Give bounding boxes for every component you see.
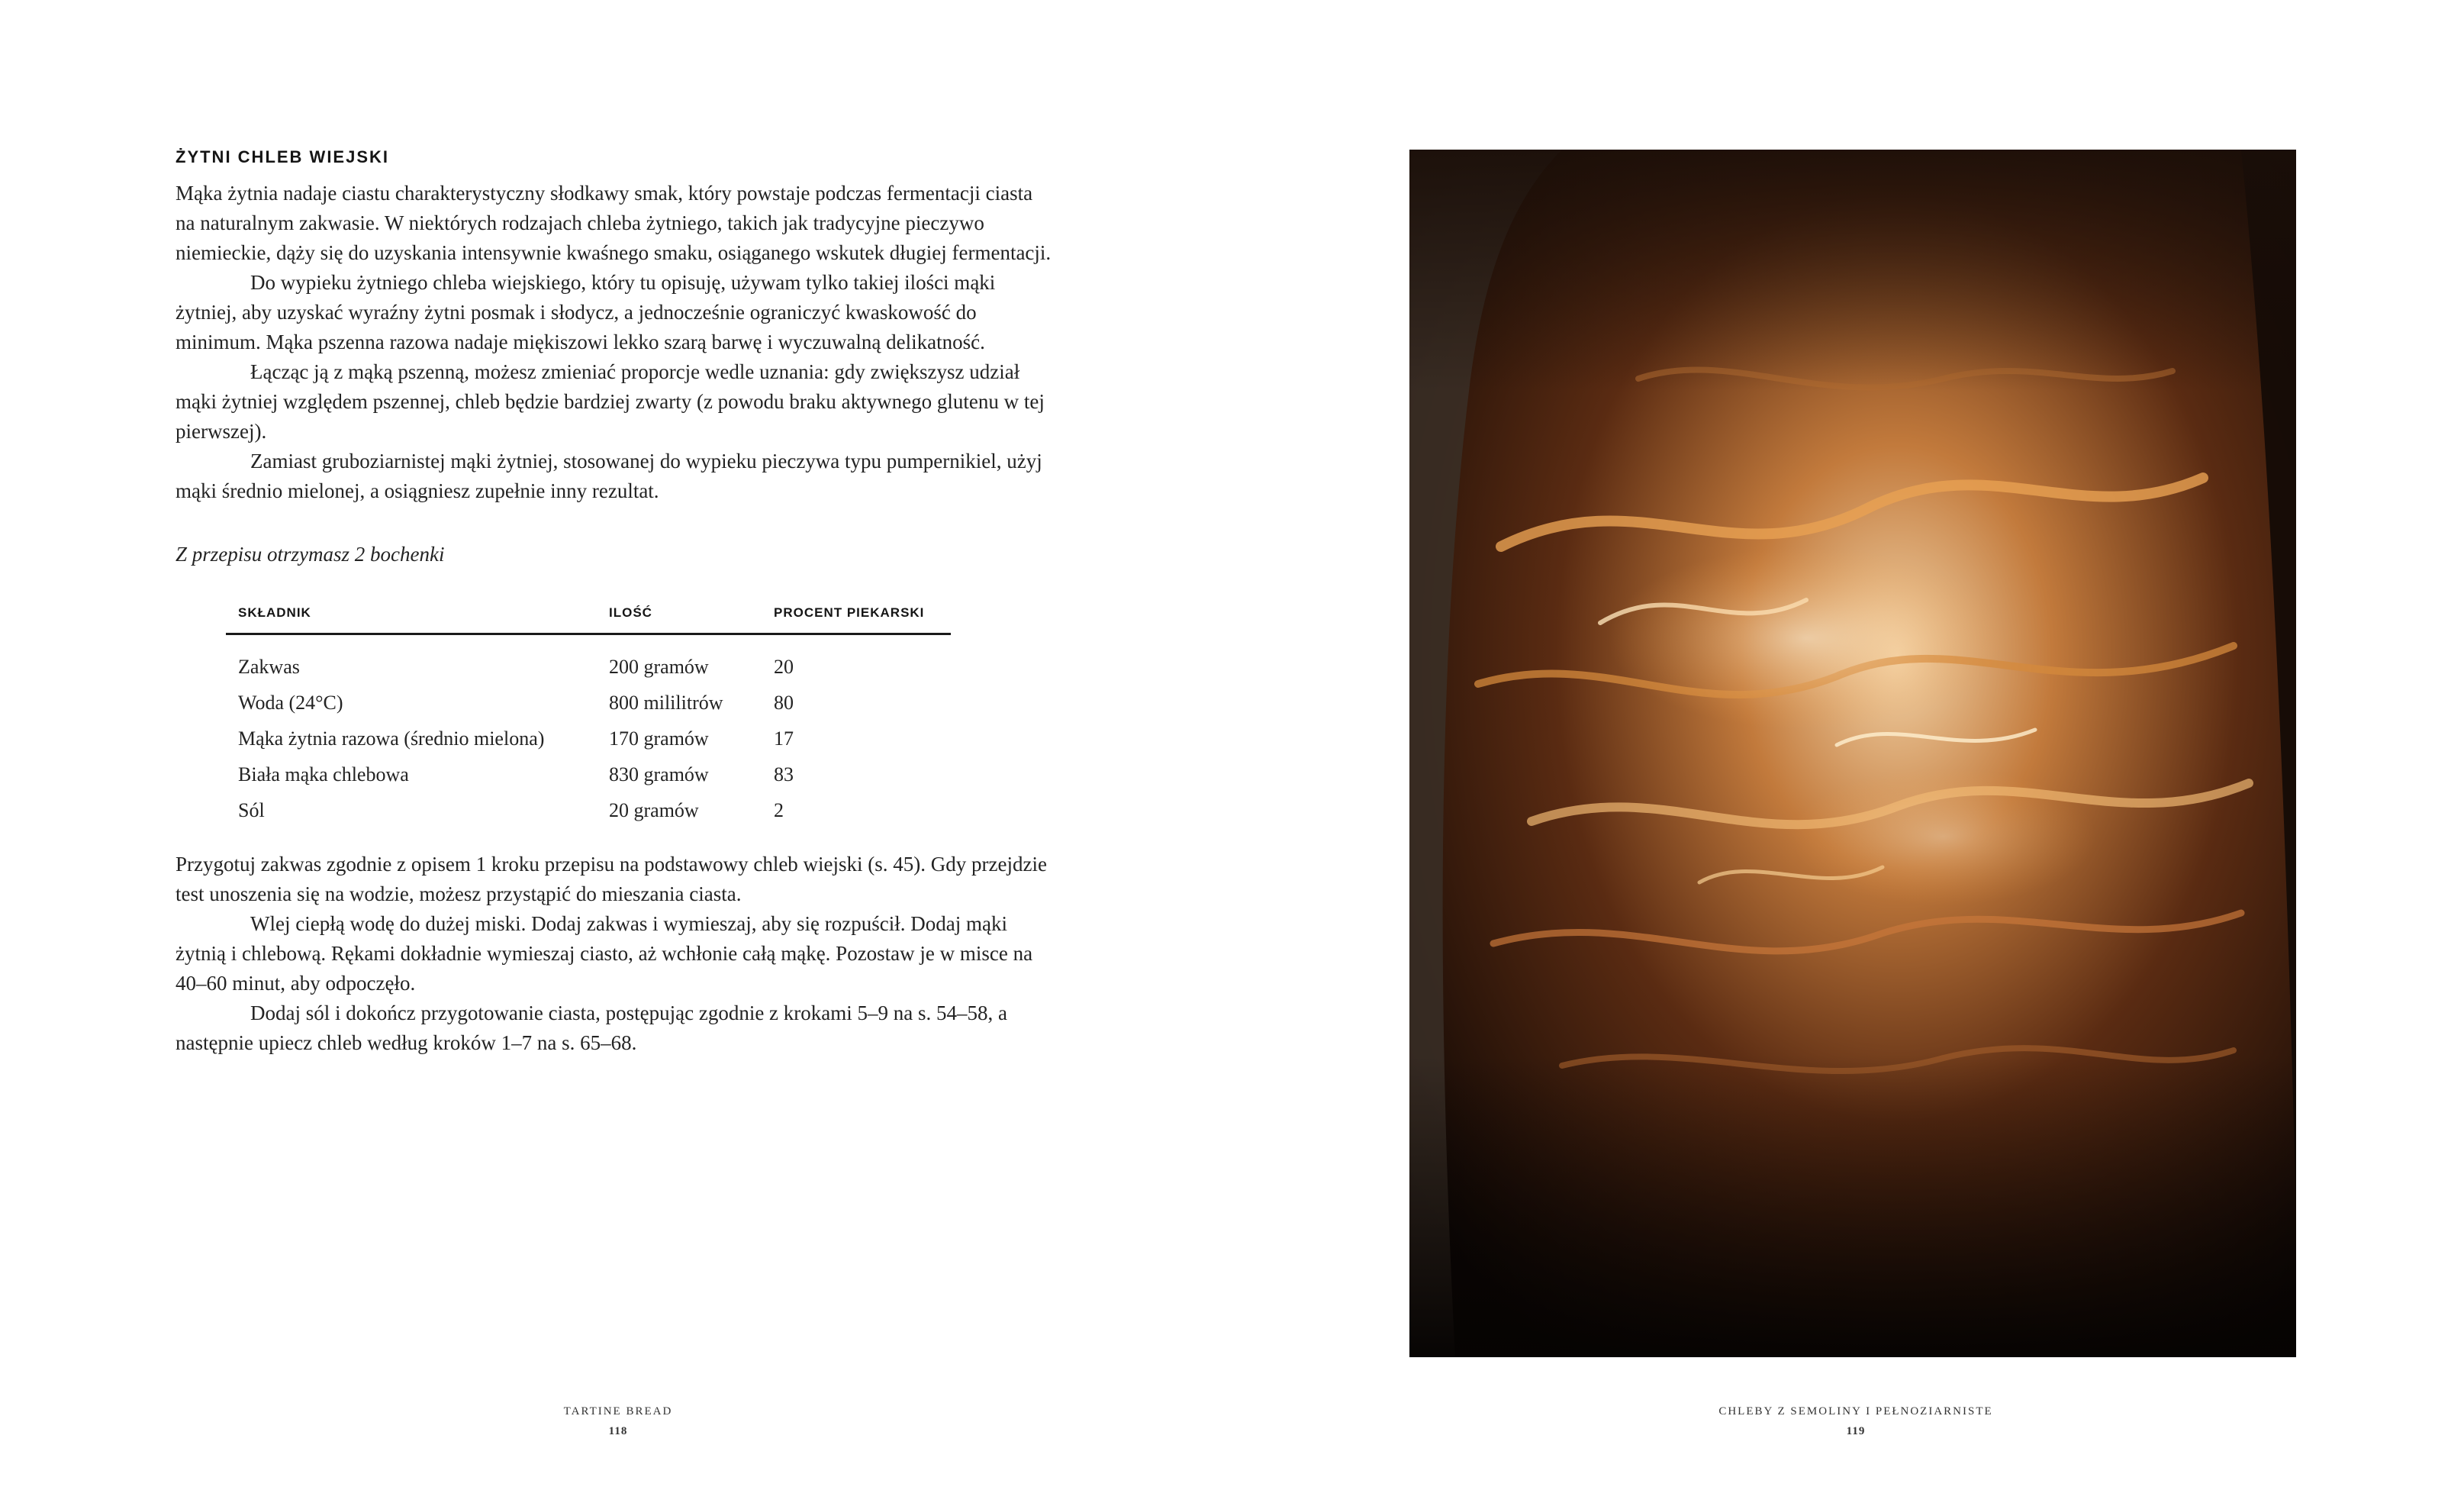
- page-number: 118: [608, 1425, 628, 1437]
- table-row: [226, 634, 951, 685]
- bread-crust-photo: [1409, 150, 2296, 1357]
- ingredient-name: Woda (24°C): [238, 691, 343, 714]
- ingredient-name: Sól: [238, 798, 265, 821]
- running-footer: CHLEBY Z SEMOLINY I PEŁNOZIARNISTE: [1718, 1405, 1993, 1418]
- ingredient-percent: 17: [774, 727, 794, 750]
- method-paragraph: Wlej ciepłą wodę do dużej miski. Dodaj zakwas i wymieszaj, aby się rozpuścił. Dodaj mąki żytnią i chlebową. Rękami dokładnie wymieszaj ciasto, aż wchłonie całą mąkę. Pozostaw je w misce na 40–60 minut, aby odpoczęło.: [176, 912, 1033, 995]
- column-header-baker-percent: PROCENT PIEKARSKI: [762, 598, 951, 634]
- method-paragraph: Dodaj sól i dokończ przygotowanie ciasta, postępując zgodnie z krokami 5–9 na s. 54–58, a następnie upiecz chleb według kroków 1–7 na s. 65–68.: [176, 1001, 1007, 1054]
- intro-paragraph: Łącząc ją z mąką pszenną, możesz zmieniać proporcje wedle uznania: gdy zwiększysz udział mąki żytniej względem pszennej, chleb będzie bardziej zwarty (z powodu braku aktywnego glutenu w tej pierwszej).: [176, 360, 1045, 443]
- ingredient-quantity: 800 mililitrów: [609, 691, 723, 714]
- recipe-title: ŻYTNI CHLEB WIEJSKI: [176, 147, 390, 166]
- column-header-ingredient: SKŁADNIK: [226, 598, 597, 634]
- bread-crust-illustration: [1409, 150, 2296, 1357]
- running-footer: TARTINE BREAD: [563, 1405, 673, 1418]
- ingredient-quantity: 830 gramów: [609, 763, 709, 785]
- ingredients-table: [226, 598, 951, 828]
- ingredient-quantity: 170 gramów: [609, 727, 709, 750]
- ingredient-quantity: 200 gramów: [609, 655, 709, 678]
- ingredient-percent: 80: [774, 691, 794, 714]
- table-row: [226, 792, 951, 828]
- ingredient-quantity: 20 gramów: [609, 798, 699, 821]
- intro-paragraph: Mąka żytnia nadaje ciastu charakterystyczny słodkawy smak, który powstaje podczas fermentacji ciasta na naturalnym zakwasie. W niektórych rodzajach chleba żytniego, takich jak tradycyjne pieczywo niemieckie, dąży się do uzyskania intensywnie kwaśnego smaku, osiąganego wskutek długiej fermentacji.: [176, 182, 1052, 264]
- table-row: [226, 685, 951, 721]
- ingredient-percent: 83: [774, 763, 794, 785]
- table-header-row: [226, 598, 951, 634]
- method-text: [176, 850, 1053, 1058]
- ingredient-name: Mąka żytnia razowa (średnio mielona): [238, 727, 545, 750]
- method-paragraph: Przygotuj zakwas zgodnie z opisem 1 kroku przepisu na podstawowy chleb wiejski (s. 45). Gdy przejdzie test unoszenia się na wodzie, możesz przystąpić do mieszania ciasta.: [176, 853, 1047, 905]
- ingredient-percent: 20: [774, 655, 794, 678]
- ingredient-name: Zakwas: [238, 655, 300, 678]
- page-number: 119: [1846, 1425, 1866, 1437]
- intro-text: [176, 179, 1053, 506]
- ingredient-percent: 2: [774, 798, 784, 821]
- right-footer: [1589, 1401, 2123, 1441]
- column-header-quantity: ILOŚĆ: [597, 598, 762, 634]
- left-footer: [465, 1401, 771, 1441]
- recipe-yield: Z przepisu otrzymasz 2 bochenki: [176, 543, 445, 566]
- table-row: [226, 756, 951, 792]
- intro-paragraph: Zamiast gruboziarnistej mąki żytniej, stosowanej do wypieku pieczywa typu pumpernikiel, użyj mąki średnio mielonej, a osiągniesz zupełnie inny rezultat.: [176, 450, 1042, 502]
- ingredient-name: Biała mąka chlebowa: [238, 763, 409, 785]
- intro-paragraph: Do wypieku żytniego chleba wiejskiego, który tu opisuję, używam tylko takiej ilości mąki żytniej, aby uzyskać wyraźny żytni posmak i słodycz, a jednocześnie ograniczyć kwaskowość do minimum. Mąka pszenna razowa nadaje miękiszowi lekko szarą barwę i wyczuwalną delikatność.: [176, 271, 996, 353]
- table-row: [226, 721, 951, 756]
